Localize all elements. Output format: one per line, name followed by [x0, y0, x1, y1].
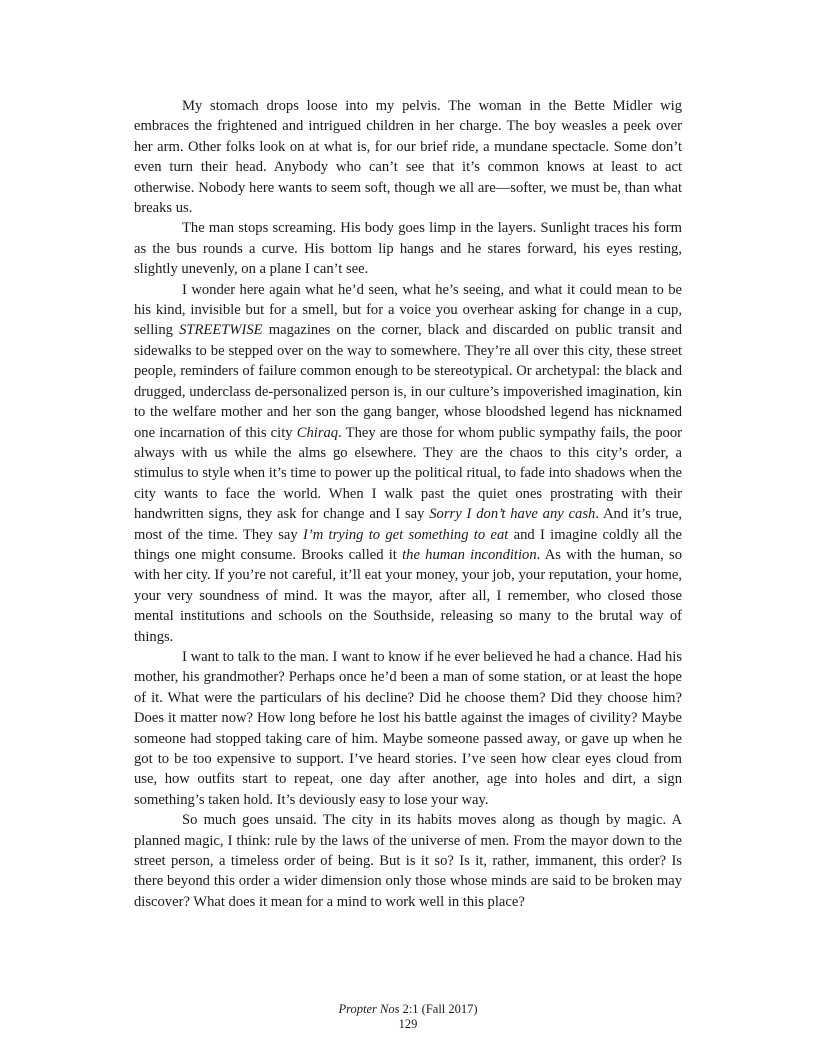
page-footer: [0, 1002, 816, 1032]
paragraph-1: My stomach drops loose into my pelvis. The woman in the Bette Midler wig embraces the frightened and intrigued children in her charge. The boy weasles a peek over her arm. Other folks look on at what is, for our brief ride, a mundane spectacle. Some don’t even turn their head. Anybody who can’t see that it’s common knows at least to act otherwise. Nobody here wants to seem soft, though we all are—softer, we must be, than what breaks us.: [134, 98, 682, 217]
journal-issue: 2:1 (Fall 2017): [399, 1002, 478, 1016]
paragraph-3-text-d: . And it’s true, most of the time. They say: [134, 506, 682, 543]
paragraph-4: I want to talk to the man. I want to know if he ever believed he had a chance. Had his mother, his grandmother? Perhaps once he’d been a man of some station, or at least the hope of it. What were the particulars of his decline? Did he choose them? Did they choose him? Does it matter now? How long before he lost his battle against the images of civility? Maybe someone had stopped taking care of him. Maybe someone passed away, or gave up when he got to be too expensive to support. I’ve heard stories. I’ve seen how clear eyes cloud from use, how outfits start to repeat, one day after another, age into holes and dirt, a sign something’s taken hold. It’s deviously easy to lose your way.: [134, 648, 682, 808]
paragraph-3-text-a: I wonder here again what he’d seen, what he’s seeing, and what it could mean to be his kind, invisible but for a smell, but for a voice you overhear asking for change in a cup, selling: [134, 281, 682, 339]
paragraph-3-text-f: . As with the human, so with her city. If you’re not careful, it’ll eat your money, your job, your reputation, your home, your very soundness of mind. It was the mayor, after all, I remember, who closed those mental institutions and schools on the Southside, releasing so many to the brutal way of things.: [134, 546, 682, 645]
paragraph-5: So much goes unsaid. The city in its habits moves along as though by magic. A planned magic, I think: rule by the laws of the universe of men. From the mayor down to the street person, a timeless order of being. But is it so? Is it, rather, immanent, this order? Is there beyond this order a wider dimension only those whose minds are said to be broken may discover? What does it mean for a mind to work well in this place?: [134, 812, 682, 910]
human-incondition-term: the human incondition: [402, 546, 537, 563]
paragraph-2: The man stops screaming. His body goes limp in the layers. Sunlight traces his form as the bus rounds a curve. His bottom lip hangs and he stares forward, his eyes resting, slightly unevenly, on a plane I can’t see.: [134, 220, 682, 278]
page-number: 129: [398, 1017, 418, 1031]
journal-name: Propter Nos: [338, 1002, 400, 1016]
journal-citation: [0, 1002, 816, 1017]
sorry-quote: Sorry I don’t have any cash: [429, 506, 596, 523]
chiraq-term: Chiraq: [296, 424, 339, 441]
paragraph-3-text-c: . They are those for whom public sympathy fails, the poor always with us while the alms go elsewhere. They are the chaos to this city’s order, a stimulus to style when it’s time to power up the political ritual, to fade into shadows when the city wants to face the world. When I walk past the quiet ones prostrating with their handwritten signs, they ask for change and I say: [134, 424, 682, 523]
article-body: [134, 96, 682, 912]
paragraph-3-text-e: and I imagine coldly all the things one might consume. Brooks called it: [134, 526, 682, 563]
paragraph-3-text-b: magazines on the corner, black and discarded on public transit and sidewalks to be stepped over on the way to somewhere. They’re all over this city, these street people, reminders of failure common enough to be stereotypical. Or archetypal: the black and drugged, underclass de-personalized person is, in our culture’s impoverished imagination, kin to the welfare mother and her son the gang banger, whose bloodshed legend has nicknamed one incarnation of this city: [134, 322, 682, 441]
paragraph-3: [134, 280, 682, 647]
trying-quote: I’m trying to get something to eat: [302, 526, 509, 543]
streetwise-title: STREETWISE: [179, 322, 263, 339]
